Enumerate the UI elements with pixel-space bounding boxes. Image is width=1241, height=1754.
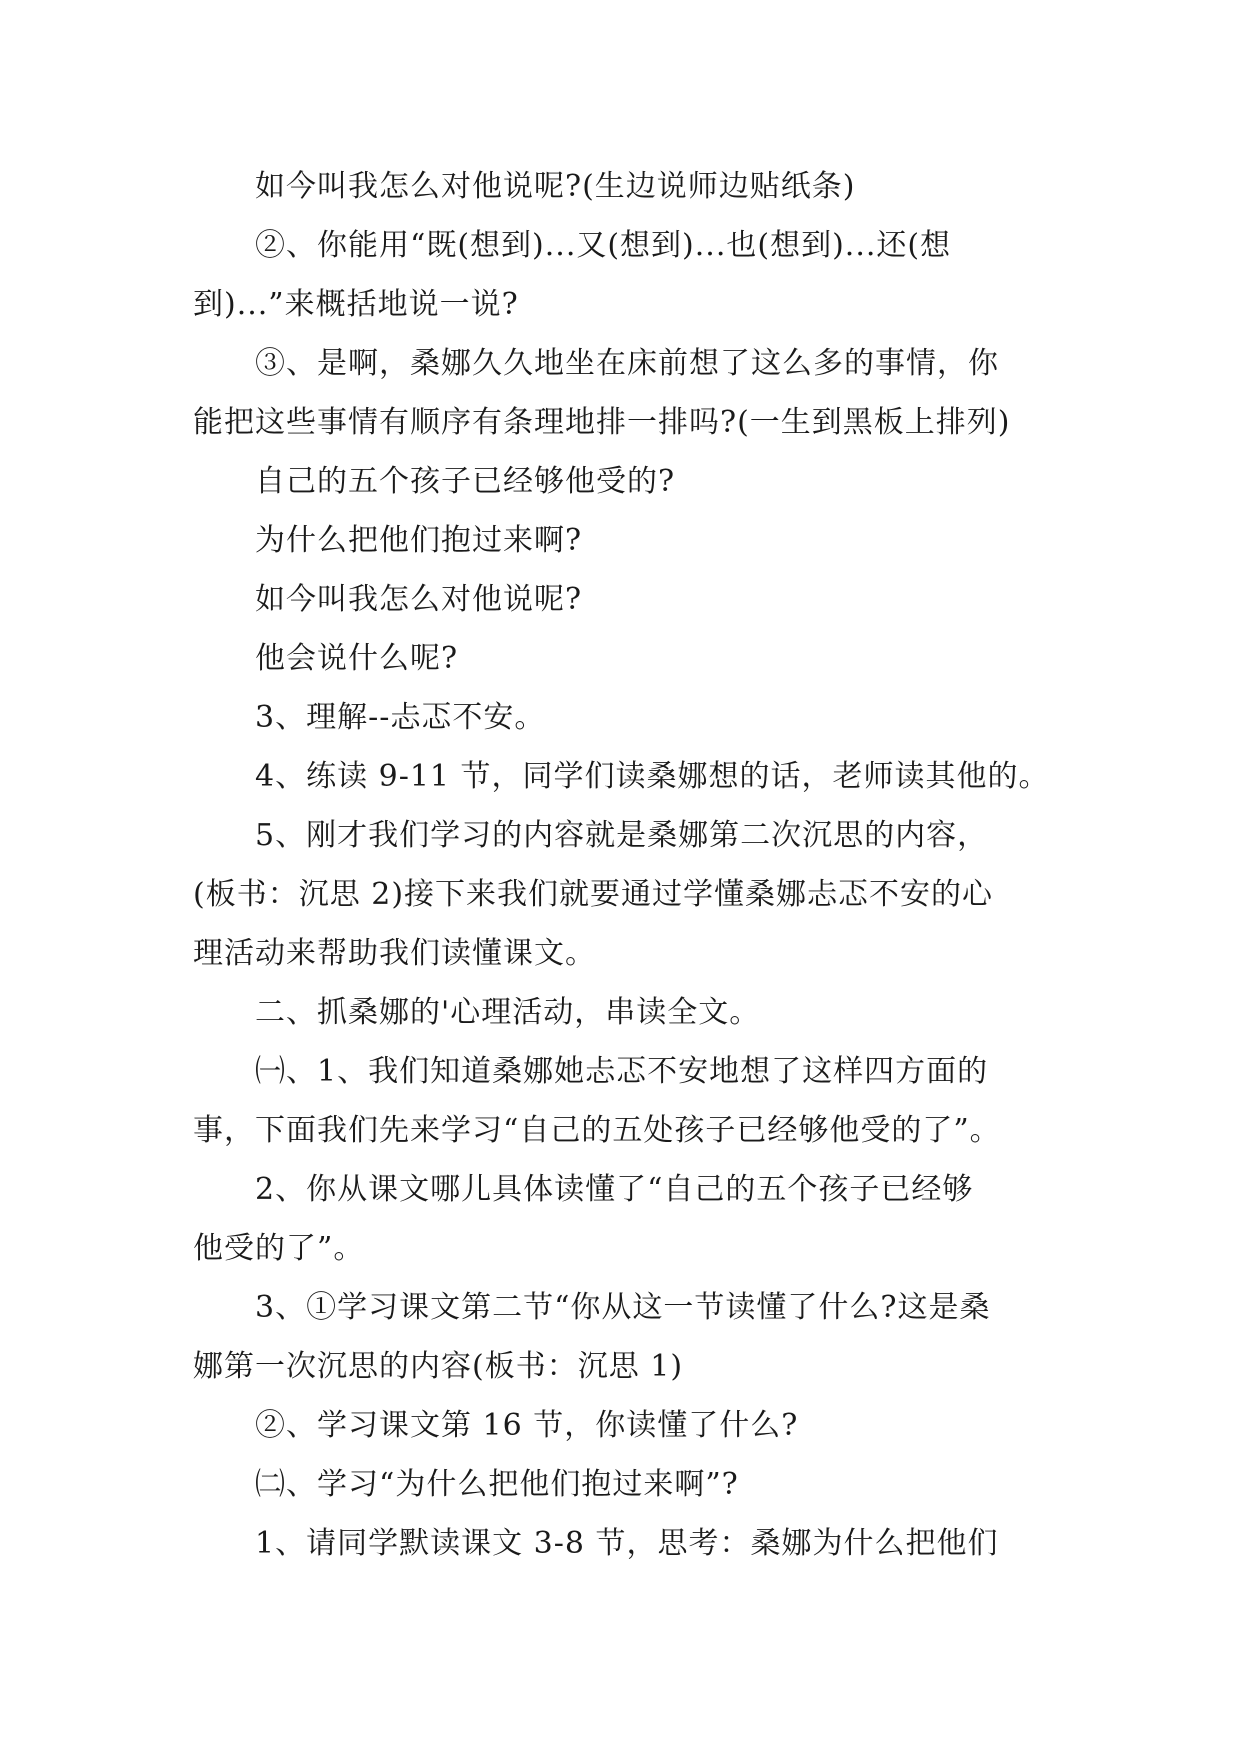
text-line: 3、理解--忐忑不安。 (255, 700, 546, 735)
text-line: 2、你从课文哪儿具体读懂了“自己的五个孩子已经够 (255, 1172, 974, 1207)
text-line: 事，下面我们先来学习“自己的五处孩子已经够他受的了”。 (193, 1113, 1001, 1148)
text-line: ②、你能用“既(想到)...又(想到)...也(想到)...还(想 (255, 228, 952, 263)
text-line: 如今叫我怎么对他说呢?(生边说师边贴纸条) (255, 169, 856, 204)
text-line: 娜第一次沉思的内容(板书：沉思 1) (193, 1349, 684, 1384)
text-line: 3、①学习课文第二节“你从这一节读懂了什么?这是桑 (255, 1290, 991, 1325)
text-line: ㈠、1、我们知道桑娜她忐忑不安地想了这样四方面的 (255, 1054, 989, 1089)
text-line: 1、请同学默读课文 3-8 节，思考：桑娜为什么把他们 (255, 1526, 999, 1561)
text-line: 他受的了”。 (193, 1231, 365, 1266)
text-line: 他会说什么呢? (255, 641, 459, 676)
text-line: 理活动来帮助我们读懂课文。 (193, 936, 596, 971)
text-line: 为什么把他们抱过来啊? (255, 523, 583, 558)
text-line: ②、学习课文第 16 节，你读懂了什么? (255, 1408, 799, 1443)
text-line: 二、抓桑娜的'心理活动，串读全文。 (255, 995, 761, 1030)
text-line: 自己的五个孩子已经够他受的? (255, 464, 676, 499)
text-line: ㈡、学习“为什么把他们抱过来啊”? (255, 1467, 739, 1502)
text-line: ③、是啊，桑娜久久地坐在床前想了这么多的事情，你 (255, 346, 999, 381)
text-line: (板书：沉思 2)接下来我们就要通过学懂桑娜忐忑不安的心 (193, 877, 994, 912)
document-body (193, 157, 1053, 1573)
text-line: 能把这些事情有顺序有条理地排一排吗?(一生到黑板上排列) (193, 405, 1011, 440)
text-line: 5、刚才我们学习的内容就是桑娜第二次沉思的内容， (255, 818, 989, 853)
text-line: 4、练读 9-11 节，同学们读桑娜想的话，老师读其他的。 (255, 759, 1050, 794)
text-line: 如今叫我怎么对他说呢? (255, 582, 583, 617)
text-line: 到)...”来概括地说一说? (193, 287, 519, 322)
